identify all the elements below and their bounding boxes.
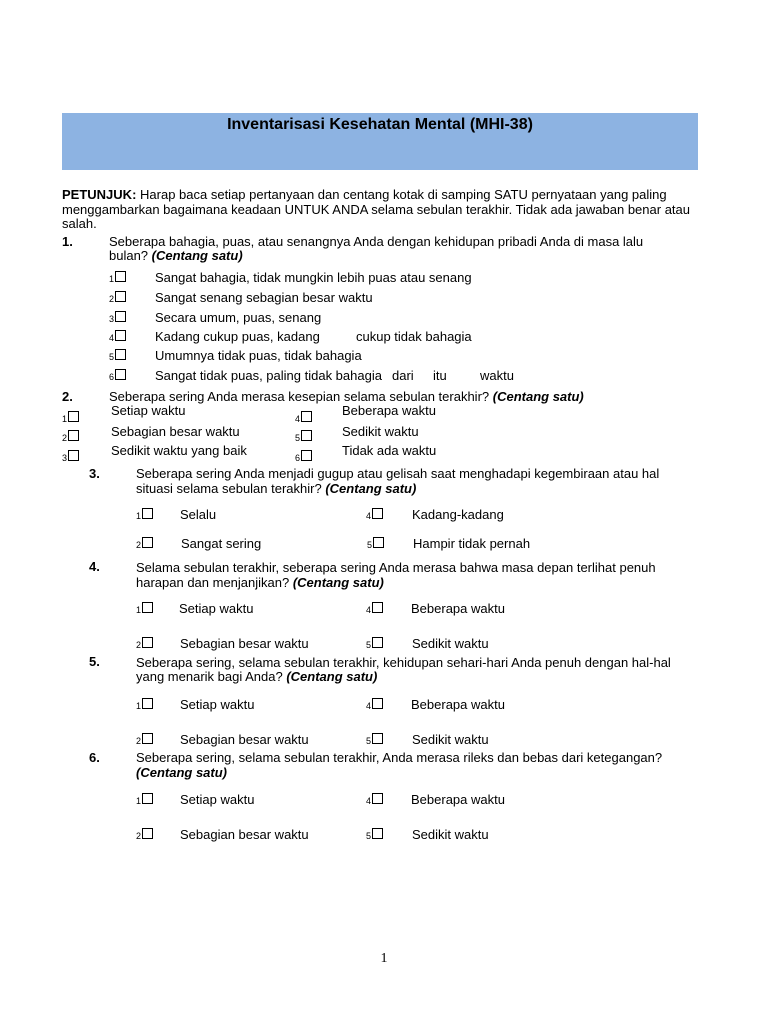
q3-option-1-label: Selalu: [180, 507, 217, 522]
checkbox-icon[interactable]: [142, 602, 153, 613]
q3-option-4[interactable]: 4: [366, 508, 383, 523]
question-4-note: (Centang satu): [292, 575, 384, 590]
q1-option-5[interactable]: 5: [109, 349, 126, 364]
q2-option-4[interactable]: 4: [295, 411, 312, 426]
question-5-text-1: Seberapa sering, selama sebulan terakhir, kehidupan sehari-hari Anda penuh dengan hal-hal: [136, 655, 671, 670]
q6-option-5-label: Sedikit waktu: [412, 827, 489, 842]
checkbox-icon[interactable]: [142, 508, 153, 519]
question-1-text-2: bulan? (Centang satu): [109, 248, 243, 263]
question-5-number: 5.: [89, 654, 100, 669]
checkbox-icon[interactable]: [372, 508, 383, 519]
q5-option-1-label: Setiap waktu: [180, 697, 255, 712]
checkbox-icon[interactable]: [68, 411, 79, 422]
checkbox-icon[interactable]: [372, 733, 383, 744]
instructions-line-1: PETUNJUK: Harap baca setiap pertanyaan dan centang kotak di samping SATU pernyataan yang paling: [62, 187, 667, 202]
checkbox-icon[interactable]: [142, 828, 153, 839]
checkbox-icon[interactable]: [142, 637, 153, 648]
q2-option-4-label: Beberapa waktu: [342, 403, 436, 418]
q1-option-3-label: Secara umum, puas, senang: [155, 310, 322, 325]
q6-option-4[interactable]: 4: [366, 793, 383, 808]
question-2-note: (Centang satu): [492, 389, 584, 404]
q1-option-4-label: Kadang cukup puas, kadang: [155, 329, 320, 344]
question-6-text-1: Seberapa sering, selama sebulan terakhir, Anda merasa rileks dan bebas dari ketegangan?: [136, 750, 663, 765]
q4-option-4[interactable]: 4: [366, 602, 383, 617]
checkbox-icon[interactable]: [115, 369, 126, 380]
q2-option-6-label: Tidak ada waktu: [342, 443, 437, 458]
question-2-text-1: Seberapa sering Anda merasa kesepian selama sebulan terakhir? (Centang satu): [109, 389, 584, 404]
q3-option-1[interactable]: 1: [136, 508, 153, 523]
checkbox-icon[interactable]: [115, 330, 126, 341]
checkbox-icon[interactable]: [372, 698, 383, 709]
q3-option-2[interactable]: 2: [136, 537, 153, 552]
checkbox-icon[interactable]: [301, 411, 312, 422]
page-number: 1: [380, 951, 388, 966]
q1-option-1-label: Sangat bahagia, tidak mungkin lebih puas atau senang: [155, 270, 472, 285]
q5-option-2-label: Sebagian besar waktu: [180, 732, 309, 747]
checkbox-icon[interactable]: [115, 311, 126, 322]
q4-option-4-label: Beberapa waktu: [411, 601, 505, 616]
checkbox-icon[interactable]: [142, 698, 153, 709]
question-4-number: 4.: [89, 559, 100, 574]
q2-option-2-label: Sebagian besar waktu: [111, 424, 240, 439]
q4-option-1-label: Setiap waktu: [179, 601, 254, 616]
q5-option-5[interactable]: 5: [366, 733, 383, 748]
q6-option-2-label: Sebagian besar waktu: [180, 827, 309, 842]
checkbox-icon[interactable]: [301, 450, 312, 461]
question-5-note: (Centang satu): [286, 669, 378, 684]
instructions-label: PETUNJUK:: [62, 187, 137, 202]
q4-option-2[interactable]: 2: [136, 637, 153, 652]
q3-option-5[interactable]: 5: [367, 537, 384, 552]
q4-option-2-label: Sebagian besar waktu: [180, 636, 309, 651]
q4-option-1[interactable]: 1: [136, 602, 153, 617]
checkbox-icon[interactable]: [373, 537, 384, 548]
q3-option-2-label: Sangat sering: [181, 536, 262, 551]
q5-option-4-label: Beberapa waktu: [411, 697, 505, 712]
q2-option-3-label: Sedikit waktu yang baik: [111, 443, 247, 458]
question-6-number: 6.: [89, 750, 100, 765]
q6-option-1[interactable]: 1: [136, 793, 153, 808]
q5-option-1[interactable]: 1: [136, 698, 153, 713]
checkbox-icon[interactable]: [115, 291, 126, 302]
question-3-text-1: Seberapa sering Anda menjadi gugup atau gelisah saat menghadapi kegembiraan atau hal: [136, 466, 660, 481]
q2-option-6[interactable]: 6: [295, 450, 312, 465]
checkbox-icon[interactable]: [372, 828, 383, 839]
instructions-line-2: menggambarkan bagaimana keadaan UNTUK ANDA selama sebulan terakhir. Tidak ada jawaban benar atau: [62, 202, 690, 217]
checkbox-icon[interactable]: [372, 793, 383, 804]
q1-option-5-label: Umumnya tidak puas, tidak bahagia: [155, 348, 362, 363]
q2-option-5-label: Sedikit waktu: [342, 424, 419, 439]
q3-option-5-label: Hampir tidak pernah: [413, 536, 531, 551]
checkbox-icon[interactable]: [142, 793, 153, 804]
question-3-note: (Centang satu): [325, 481, 417, 496]
q1-option-6-extra-a: dari: [392, 368, 414, 383]
q6-option-2[interactable]: 2: [136, 828, 153, 843]
q1-option-6[interactable]: 6: [109, 369, 126, 384]
q1-option-6-extra-b: itu: [433, 368, 447, 383]
q4-option-5-label: Sedikit waktu: [412, 636, 489, 651]
q2-option-1-label: Setiap waktu: [111, 403, 186, 418]
q6-option-4-label: Beberapa waktu: [411, 792, 505, 807]
question-3-text-2: situasi selama sebulan terakhir? (Centang satu): [136, 481, 417, 496]
question-1-text-1: Seberapa bahagia, puas, atau senangnya Anda dengan kehidupan pribadi Anda di masa lalu: [109, 234, 644, 249]
instructions-line-3: salah.: [62, 216, 97, 231]
checkbox-icon[interactable]: [142, 733, 153, 744]
q4-option-5[interactable]: 5: [366, 637, 383, 652]
page-title: Inventarisasi Kesehatan Mental (MHI-38): [227, 116, 533, 133]
checkbox-icon[interactable]: [142, 537, 153, 548]
checkbox-icon[interactable]: [68, 450, 79, 461]
question-6-note: (Centang satu): [136, 765, 227, 780]
q5-option-5-label: Sedikit waktu: [412, 732, 489, 747]
question-2-number: 2.: [62, 389, 73, 404]
q5-option-2[interactable]: 2: [136, 733, 153, 748]
question-4-text-2: harapan dan menjanjikan? (Centang satu): [136, 575, 384, 590]
q1-option-2[interactable]: 2: [109, 291, 126, 306]
question-5-text-2: yang menarik bagi Anda? (Centang satu): [136, 669, 378, 684]
q6-option-1-label: Setiap waktu: [180, 792, 255, 807]
checkbox-icon[interactable]: [372, 637, 383, 648]
question-3-number: 3.: [89, 466, 100, 481]
q1-option-3[interactable]: 3: [109, 311, 126, 326]
question-1-note: (Centang satu): [151, 248, 243, 263]
q1-option-6-extra-c: waktu: [480, 368, 514, 383]
q2-option-2[interactable]: 2: [62, 430, 79, 445]
q1-option-2-label: Sangat senang sebagian besar waktu: [155, 290, 373, 305]
q1-option-4-extra: cukup tidak bahagia: [356, 329, 472, 344]
q2-option-5[interactable]: 5: [295, 430, 312, 445]
q3-option-4-label: Kadang-kadang: [412, 507, 504, 522]
checkbox-icon[interactable]: [115, 349, 126, 360]
q6-option-5[interactable]: 5: [366, 828, 383, 843]
q1-option-4[interactable]: 4: [109, 330, 126, 345]
q5-option-4[interactable]: 4: [366, 698, 383, 713]
checkbox-icon[interactable]: [301, 430, 312, 441]
q1-option-6-label: Sangat tidak puas, paling tidak bahagia: [155, 368, 382, 383]
checkbox-icon[interactable]: [115, 271, 126, 282]
q1-option-1[interactable]: 1: [109, 271, 126, 286]
q2-option-1[interactable]: 1: [62, 411, 79, 426]
question-4-text-1: Selama sebulan terakhir, seberapa sering Anda merasa bahwa masa depan terlihat penuh: [136, 560, 656, 575]
checkbox-icon[interactable]: [68, 430, 79, 441]
question-1-number: 1.: [62, 234, 73, 249]
checkbox-icon[interactable]: [372, 602, 383, 613]
q2-option-3[interactable]: 3: [62, 450, 79, 465]
